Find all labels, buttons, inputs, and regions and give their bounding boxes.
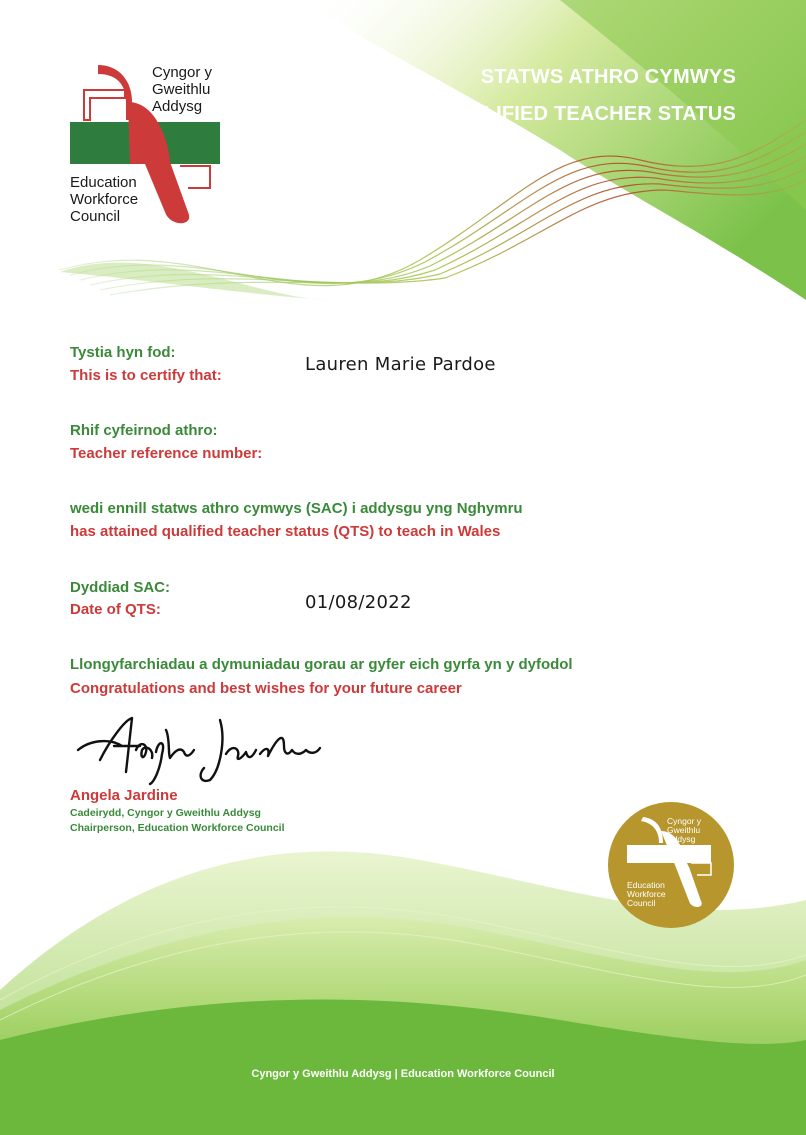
title-english: QUALIFIED TEACHER STATUS (438, 103, 736, 125)
logo-english-line-3: Council (70, 208, 121, 225)
logo-welsh-line-1: Cyngor y (152, 64, 213, 81)
seal-english-line-2: Workforce (627, 889, 666, 899)
signatory-role-english: Chairperson, Education Workforce Council (70, 822, 285, 834)
signature (70, 710, 330, 790)
date-label-english: Date of QTS: (70, 601, 161, 618)
logo-welsh-line-2: Gweithlu (152, 81, 211, 98)
teacher-name: Lauren Marie Pardoe (305, 354, 496, 375)
congrats-english: Congratulations and best wishes for your future career (70, 680, 462, 697)
seal-welsh-line-2: Gweithlu (667, 825, 701, 835)
logo-english-line-2: Workforce (70, 191, 139, 208)
certify-label-english: This is to certify that: (70, 367, 222, 384)
signatory-name: Angela Jardine (70, 787, 178, 804)
footer-text: Cyngor y Gweithlu Addysg | Education Workforce Council (251, 1068, 555, 1080)
seal-english-line-1: Education (627, 880, 665, 890)
signatory-role-welsh: Cadeirydd, Cyngor y Gweithlu Addysg (70, 807, 261, 819)
qts-date: 01/08/2022 (305, 592, 412, 613)
seal-welsh-line-1: Cyngor y (667, 816, 702, 826)
seal-welsh-line-3: Addysg (667, 834, 696, 844)
title-welsh: STATWS ATHRO CYMWYS (480, 66, 736, 88)
congrats-welsh: Llongyfarchiadau a dymuniadau gorau ar gyfer eich gyrfa yn y dyfodol (70, 656, 573, 673)
seal-english-line-3: Council (627, 898, 656, 908)
statement-welsh: wedi ennill statws athro cymwys (SAC) i addysgu yng Nghymru (70, 500, 523, 517)
logo-welsh-line-3: Addysg (152, 98, 203, 115)
reference-label-english: Teacher reference number: (70, 445, 263, 462)
ewc-logo (70, 62, 230, 227)
reference-label-welsh: Rhif cyfeirnod athro: (70, 422, 218, 439)
ewc-seal (607, 801, 735, 929)
date-label-welsh: Dyddiad SAC: (70, 579, 171, 596)
statement-english: has attained qualified teacher status (QTS) to teach in Wales (70, 523, 501, 540)
logo-english-line-1: Education (70, 174, 137, 191)
certify-label-welsh: Tystia hyn fod: (70, 344, 176, 361)
